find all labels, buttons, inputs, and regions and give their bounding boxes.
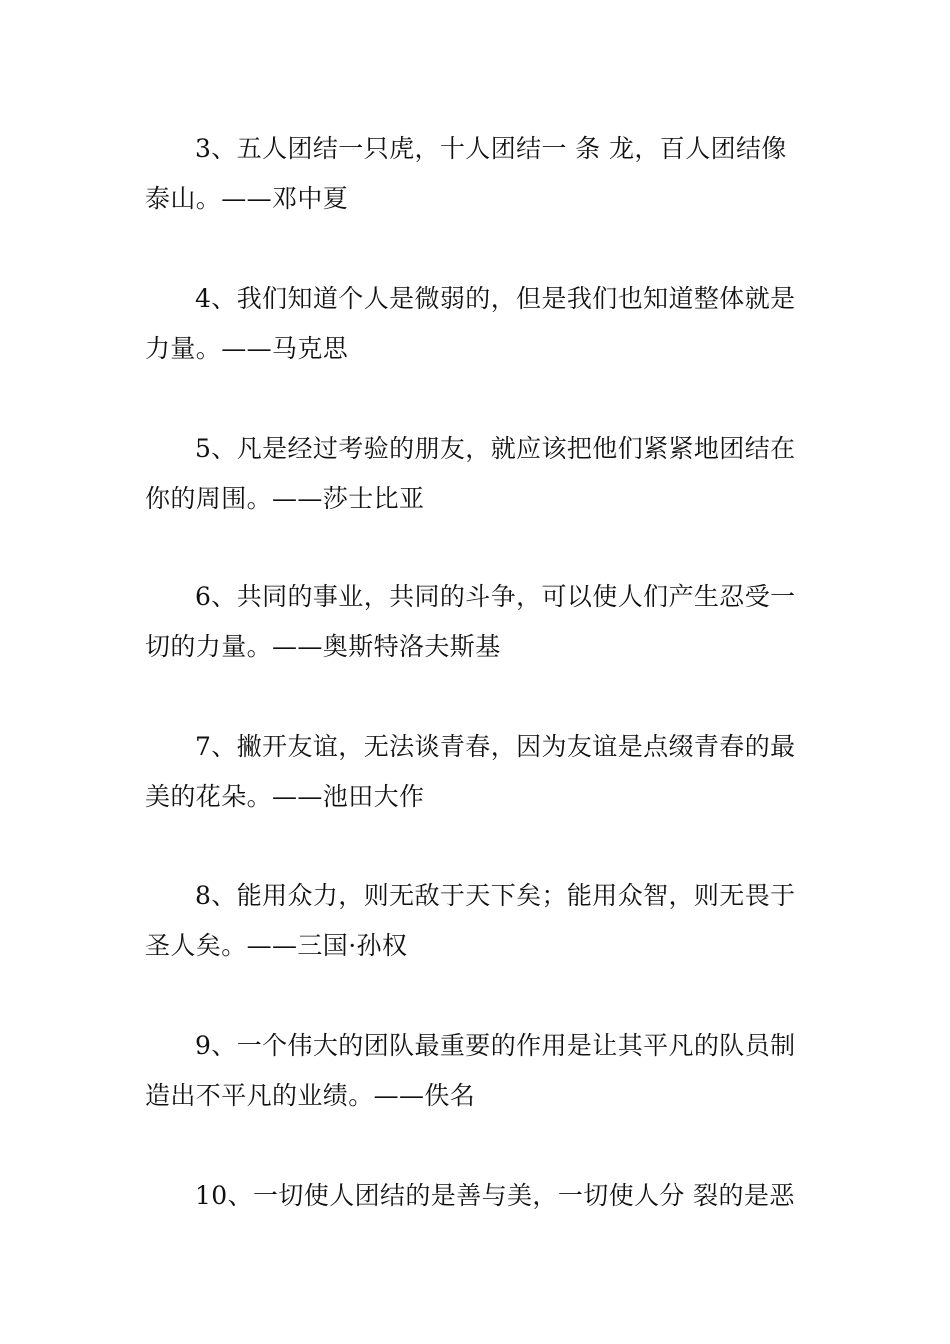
quote-paragraph — [145, 124, 810, 224]
quote-line: 圣人矣。——三国·孙权 — [145, 931, 408, 960]
quote-line: 5、凡是经过考验的朋友，就应该把他们紧紧地团结在 — [195, 434, 796, 463]
quote-line: 10、一切使人团结的是善与美，一切使人分 裂的是恶 — [195, 1181, 795, 1210]
quote-line: 8、能用众力，则无敌于天下矣；能用众智，则无畏于 — [195, 881, 796, 910]
quote-line: 力量。——马克思 — [145, 334, 349, 363]
quote-line: 造出不平凡的业绩。——佚名 — [145, 1081, 476, 1110]
quote-paragraph — [145, 722, 810, 822]
quote-line: 3、五人团结一只虎，十人团结一 条 龙，百人团结像 — [195, 134, 787, 163]
quote-paragraph — [145, 871, 810, 971]
quote-line: 泰山。——邓中夏 — [145, 184, 349, 213]
quote-paragraph — [145, 1171, 810, 1221]
quote-line: 切的力量。——奥斯特洛夫斯基 — [145, 632, 501, 661]
quote-line: 7、撇开友谊，无法谈青春，因为友谊是点缀青春的最 — [195, 732, 796, 761]
quote-line: 美的花朵。——池田大作 — [145, 782, 425, 811]
quote-paragraph — [145, 274, 810, 374]
quote-line: 6、共同的事业，共同的斗争，可以使人们产生忍受一 — [195, 582, 796, 611]
quote-paragraph — [145, 424, 810, 524]
quote-paragraph — [145, 1021, 810, 1121]
quote-paragraph — [145, 572, 810, 672]
quote-line: 9、一个伟大的团队最重要的作用是让其平凡的队员制 — [195, 1031, 796, 1060]
quote-line: 你的周围。——莎士比亚 — [145, 484, 425, 513]
quote-line: 4、我们知道个人是微弱的，但是我们也知道整体就是 — [195, 284, 796, 313]
